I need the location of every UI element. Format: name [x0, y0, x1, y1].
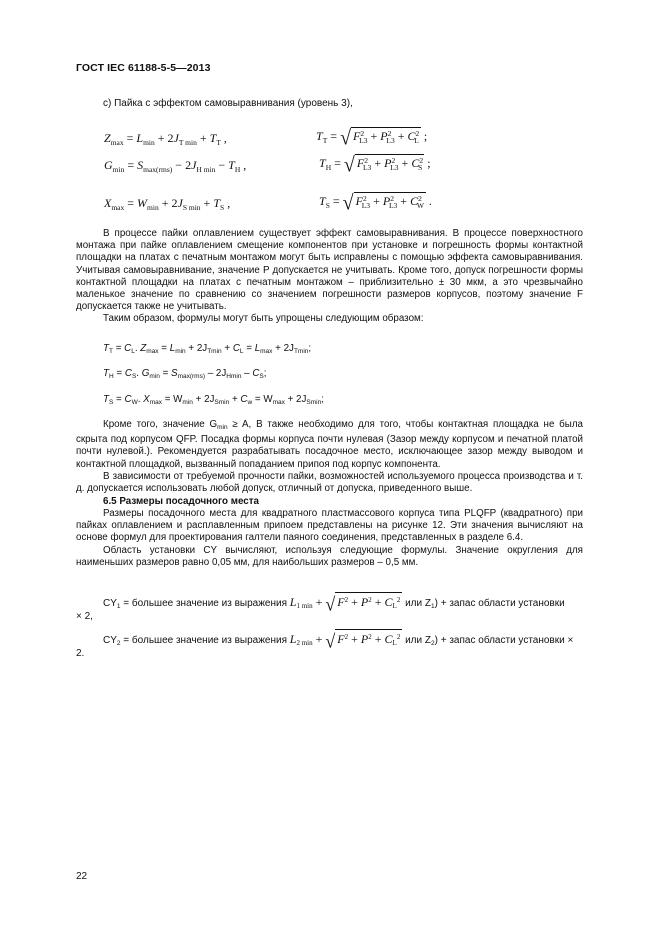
body-paragraphs-3 — [76, 508, 583, 569]
paragraph-tolerance: В зависимости от требуемой прочности пайки, возможностей используемого процесса производства и т. д. допускается использовать любой допуск, отличный от допуска, приведенного выше. — [76, 470, 583, 495]
body-paragraphs-1 — [76, 228, 583, 326]
cy1-continuation: × 2, — [76, 611, 93, 622]
cy2-continuation: 2. — [76, 648, 85, 659]
simplified-formula-2: $T_H = C_S$. $G_{min} = S_{max(rms)} - 2J_{Hmin} - C_S$; — [103, 368, 267, 380]
paragraph-self-alignment: В процессе пайки оплавлением существует эффект самовыравнивания. В процессе поверхностного монтажа при пайке оплавлением смещение компонентов при установке и погрешность формы контактной площадки на платах с печатным монтажом могут быть исправлены с помощью эффекта самовыравнивания. Учитывая самовыравнивание, значение P допускается не учитывать. Кроме того, допуск погрешности формы контактной площадки на платах с печатным монтажом – приблизительно ± 30 мкм, а это чрезвычайно маленькое значение по сравнению со значением погрешности размеров корпусов, поэтому значение F допускается также не учитывать. — [76, 228, 583, 313]
intro-line: с) Пайка с эффектом самовыравнивания (уровень 3), — [103, 98, 353, 109]
simplified-formula-1: $T_T = C_L$. $Z_{max} = L_{min} + 2J_{Tmin} + C_L = L_{max} + 2J_{Tmin}$; — [103, 343, 312, 355]
paragraph-gmin: Кроме того, значение $G_{min} \ge A$, В также необходимо для того, чтобы контактная площадка не была скрыта под корпусом QFP. Посадка формы корпуса почти нулевая (Зазор между корпусом и печатной платой почти нулевой.). Рекомендуется разрабатывать посадочное место, исключающее зазор между выводом и контактной площадкой, вызванный попаданием припоя под корпус компонента. — [76, 419, 583, 470]
paragraph-land-dimensions: Размеры посадочного места для квадратного пластмассового корпуса типа PLQFP (квадратного) при пайках оплавлением и расплавленным припоем представлены на рисунке 12. Эти значения вычисляют на основе формул для проектирования галтели паяного соединения, представленных в разделе 6.4. — [76, 508, 583, 544]
formula-z-max: $Z_{max} = L_{min} + 2J_{T min} + T_T$ , — [104, 131, 227, 147]
cy2-formula: $CY_2$ = большее значение из выражения $L_{2 min}$ + √ $F^2 + P^2 + C_L^2$ или $Z_2$) + запас области установки × — [103, 630, 574, 652]
page-number: 22 — [76, 871, 88, 882]
cy1-formula: $CY_1$ = большее значение из выражения $L_{1 min}$ + √ $F^2 + P^2 + C_L^2$ или $Z_1$) + запас области установки — [103, 593, 565, 615]
paragraph-simplify: Таким образом, формулы могут быть упрощены следующим образом: — [103, 313, 424, 325]
formula-tt: $T_T$ = √ $F^2_{L3} + P^2_{L3} + C^2_L$ ; — [316, 126, 428, 150]
formula-x-max: $X_{max} = W_{min} + 2J_{S min} + T_S$ , — [104, 196, 231, 212]
formula-ts: $T_S$ = √ $F^2_{L3} + P^2_{L3} + C^2_W$ . — [319, 191, 432, 215]
paragraph-cy-area: Область установки CY вычисляют, используя следующие формулы. Значение округления для наименьших размеров равно 0,05 мм, для наибольших размеров – 0,5 мм. — [76, 544, 583, 568]
body-paragraphs-2 — [76, 419, 583, 495]
simplified-formula-3: $T_S = C_W$. $X_{max} = W_{min} + 2J_{Smin} + C_w = W_{max} + 2J_{Smin}$; — [103, 394, 324, 406]
section-title: 6.5 Размеры посадочного места — [103, 496, 259, 507]
formula-th: $T_H$ = √ $F^2_{L3} + P^2_{L3} + C^2_S$ ; — [319, 153, 431, 177]
document-code: ГОСТ IEC 61188-5-5—2013 — [76, 62, 211, 74]
formula-g-min: $G_{min} = S_{max(rms)} - 2J_{H min} - T_H$ , — [104, 158, 247, 174]
